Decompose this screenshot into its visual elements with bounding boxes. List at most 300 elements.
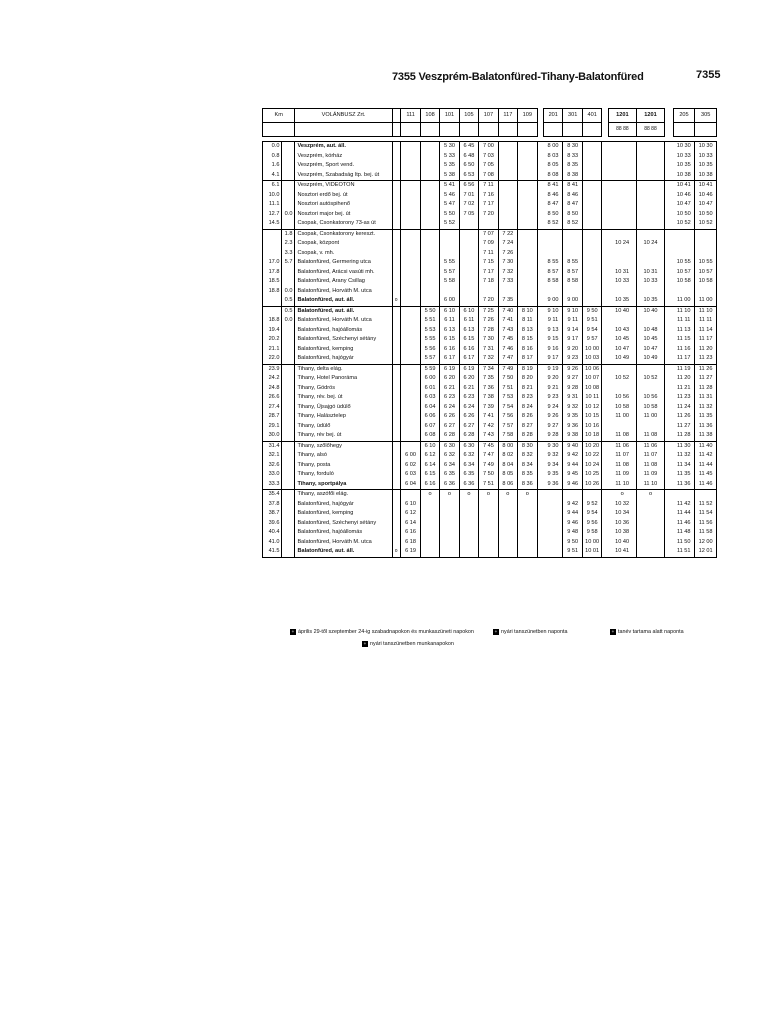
departure-time: 11 56 (695, 519, 717, 529)
departure-time: 8 58 (544, 277, 563, 287)
departure-time: 11 26 (673, 412, 695, 422)
departure-time (401, 431, 420, 441)
departure-time (518, 277, 537, 287)
km-value (263, 249, 282, 259)
table-row (263, 451, 717, 461)
departure-time (440, 287, 459, 297)
km-branch-value (282, 181, 295, 191)
departure-time: 10 47 (695, 200, 717, 210)
departure-time (518, 229, 537, 239)
km-value: 26.6 (263, 393, 282, 403)
departure-time: 7 41 (479, 412, 498, 422)
departure-time: 8 19 (518, 364, 537, 374)
departure-time (498, 528, 517, 538)
column-gap (665, 422, 674, 432)
table-row (263, 470, 717, 480)
km-value: 6.1 (263, 181, 282, 191)
departure-time (479, 538, 498, 548)
km-value: 28.7 (263, 412, 282, 422)
departure-time: 9 45 (563, 470, 582, 480)
column-gap (665, 547, 674, 557)
departure-time (608, 316, 636, 326)
km-value: 18.8 (263, 316, 282, 326)
table-row (263, 219, 717, 229)
departure-time (401, 229, 420, 239)
departure-time (695, 239, 717, 249)
departure-time: 8 52 (544, 219, 563, 229)
departure-time (582, 296, 601, 306)
km-value: 10.0 (263, 191, 282, 201)
note-marker-icon: + (291, 628, 295, 634)
departure-time: 9 00 (544, 296, 563, 306)
km-branch-value: 0.5 (282, 306, 295, 316)
departure-time: 11 09 (608, 470, 636, 480)
departure-time (582, 268, 601, 278)
table-row (263, 171, 717, 181)
arrival-marker: o (392, 296, 401, 306)
departure-time: 7 05 (459, 210, 478, 220)
departure-time (401, 277, 420, 287)
departure-time: 10 48 (636, 326, 664, 336)
arrival-marker (392, 171, 401, 181)
departure-time: 6 06 (420, 412, 439, 422)
departure-time: 11 10 (636, 480, 664, 490)
departure-time: 10 47 (608, 345, 636, 355)
table-row (263, 538, 717, 548)
departure-time: 7 35 (498, 296, 517, 306)
stop-name: Tihany, Újsajgó üdülő (295, 403, 392, 413)
stop-name: Veszprém, Szabadság ltp. bej. út (295, 171, 392, 181)
departure-time: 8 55 (544, 258, 563, 268)
table-row (263, 229, 717, 239)
km-value: 11.1 (263, 200, 282, 210)
departure-time: 11 28 (695, 384, 717, 394)
restriction-cell: 88 88 (636, 123, 664, 137)
departure-time: 11 40 (695, 441, 717, 451)
departure-time: 7 16 (479, 191, 498, 201)
column-gap (665, 109, 674, 123)
departure-time (420, 181, 439, 191)
arrival-marker (392, 374, 401, 384)
departure-time (582, 239, 601, 249)
departure-time: 6 15 (420, 470, 439, 480)
departure-time: 9 17 (563, 335, 582, 345)
table-row (263, 364, 717, 374)
departure-time: 11 11 (673, 316, 695, 326)
departure-time (636, 181, 664, 191)
km-branch-value (282, 171, 295, 181)
stop-name: Balatonfüred, aut. áll. (295, 296, 392, 306)
km-value: 17.0 (263, 258, 282, 268)
departure-time: 9 32 (563, 403, 582, 413)
departure-time (479, 287, 498, 297)
departure-time: 6 35 (440, 470, 459, 480)
train-number-header: 301 (563, 109, 582, 123)
arrival-marker (392, 268, 401, 278)
stop-name: Tihany, üdülő (295, 422, 392, 432)
km-value: 33.0 (263, 470, 282, 480)
departure-time: 11 28 (673, 431, 695, 441)
arrival-marker (392, 277, 401, 287)
departure-time: 9 35 (563, 412, 582, 422)
departure-time: 10 11 (582, 393, 601, 403)
departure-time (401, 441, 420, 451)
departure-time: 11 07 (636, 451, 664, 461)
departure-time: 10 33 (673, 152, 695, 162)
departure-time (498, 509, 517, 519)
departure-time: 11 26 (695, 364, 717, 374)
departure-time: 11 35 (695, 412, 717, 422)
arrival-marker (392, 287, 401, 297)
departure-time: 9 50 (563, 538, 582, 548)
restriction-cell: 88 88 (608, 123, 636, 137)
column-gap (665, 528, 674, 538)
departure-time: 10 57 (695, 268, 717, 278)
arrival-marker (392, 200, 401, 210)
column-gap (665, 200, 674, 210)
departure-time: 8 32 (518, 451, 537, 461)
km-value: 19.4 (263, 326, 282, 336)
departure-time: 7 18 (479, 277, 498, 287)
departure-time: 11 48 (673, 528, 695, 538)
departure-time (544, 229, 563, 239)
table-row (263, 268, 717, 278)
departure-time: 11 58 (695, 528, 717, 538)
table-row (263, 509, 717, 519)
footnote-3: + tanév tartama alatt naponta (611, 628, 684, 635)
departure-time: 7 53 (498, 393, 517, 403)
departure-time: 8 35 (518, 470, 537, 480)
departure-time: 11 15 (673, 335, 695, 345)
table-row (263, 181, 717, 191)
km-value: 41.0 (263, 538, 282, 548)
departure-time (401, 296, 420, 306)
departure-time: 10 41 (673, 181, 695, 191)
table-row (263, 306, 717, 316)
arrival-marker (392, 364, 401, 374)
departure-time: 10 03 (582, 354, 601, 364)
stop-name: Nosztori erdő bej. út (295, 191, 392, 201)
km-branch-value: 5.7 (282, 258, 295, 268)
departure-time: 10 49 (608, 354, 636, 364)
departure-time (608, 161, 636, 171)
column-gap (665, 412, 674, 422)
column-gap (665, 152, 674, 162)
departure-time: 10 00 (582, 538, 601, 548)
departure-time (401, 142, 420, 152)
restriction-cell (544, 123, 563, 137)
km-value: 1.6 (263, 161, 282, 171)
stop-name: Nosztori major bej. út (295, 210, 392, 220)
departure-time: 11 27 (695, 374, 717, 384)
train-number-header: 107 (479, 109, 498, 123)
restriction-cell (673, 123, 695, 137)
departure-time: 9 24 (544, 403, 563, 413)
stop-name: Balatonfüred, kemping (295, 345, 392, 355)
stop-name: Tihany, aszófői elág. (295, 490, 392, 500)
departure-time: 11 00 (608, 412, 636, 422)
column-gap (665, 335, 674, 345)
km-value: 32.6 (263, 461, 282, 471)
departure-time: 6 35 (459, 470, 478, 480)
table-row (263, 335, 717, 345)
footnote-1: + április 29-től szeptember 24-ig szabadnapokon és munkaszüneti napokon (291, 628, 474, 635)
arrival-marker (392, 500, 401, 510)
departure-time: 10 24 (608, 239, 636, 249)
stop-name: Tihany, Hotel Panoráma (295, 374, 392, 384)
arrival-marker (392, 316, 401, 326)
departure-time: 10 20 (582, 441, 601, 451)
departure-time: 5 55 (420, 335, 439, 345)
departure-time (518, 239, 537, 249)
departure-time: 8 27 (518, 422, 537, 432)
departure-time: 6 11 (459, 316, 478, 326)
table-row (263, 345, 717, 355)
departure-time: 6 12 (401, 509, 420, 519)
departure-time (420, 258, 439, 268)
departure-time: 8 05 (498, 470, 517, 480)
departure-time: 10 35 (608, 296, 636, 306)
departure-time: 8 35 (563, 161, 582, 171)
table-row (263, 431, 717, 441)
departure-time: 10 55 (673, 258, 695, 268)
departure-time: 7 43 (479, 431, 498, 441)
departure-time: 5 57 (440, 268, 459, 278)
departure-time (544, 538, 563, 548)
km-branch-value: 0.0 (282, 316, 295, 326)
column-gap (665, 316, 674, 326)
arrival-marker (392, 191, 401, 201)
arrival-marker (392, 519, 401, 529)
departure-time: 6 26 (440, 412, 459, 422)
departure-time: 10 47 (636, 345, 664, 355)
departure-time: 10 38 (695, 171, 717, 181)
restriction-row (263, 123, 717, 137)
departure-time: 7 17 (479, 268, 498, 278)
departure-time (636, 191, 664, 201)
departure-time (401, 345, 420, 355)
departure-time: 5 47 (440, 200, 459, 210)
column-gap (665, 509, 674, 519)
departure-time (420, 200, 439, 210)
arrival-marker (392, 152, 401, 162)
train-number-header: 117 (498, 109, 517, 123)
departure-time (673, 287, 695, 297)
departure-time (518, 500, 537, 510)
departure-time: 11 31 (695, 393, 717, 403)
departure-time (608, 364, 636, 374)
departure-time (420, 538, 439, 548)
departure-time: 11 44 (695, 461, 717, 471)
departure-time: 9 46 (563, 519, 582, 529)
table-row (263, 403, 717, 413)
departure-time: 8 55 (563, 258, 582, 268)
departure-time (459, 287, 478, 297)
departure-time: 11 32 (695, 403, 717, 413)
departure-time: 5 38 (440, 171, 459, 181)
departure-time (401, 210, 420, 220)
departure-time (582, 191, 601, 201)
column-gap (665, 538, 674, 548)
departure-time: 10 45 (608, 335, 636, 345)
km-branch-value: 0.0 (282, 287, 295, 297)
restriction-blank (392, 123, 401, 137)
departure-time: 10 50 (695, 210, 717, 220)
departure-time: 10 30 (695, 142, 717, 152)
table-row (263, 393, 717, 403)
table-row (263, 412, 717, 422)
departure-time: 6 10 (440, 306, 459, 316)
departure-time: 10 52 (636, 374, 664, 384)
km-value: 24.2 (263, 374, 282, 384)
departure-time: 10 33 (608, 277, 636, 287)
departure-time (636, 384, 664, 394)
departure-time: 10 30 (673, 142, 695, 152)
departure-time (544, 490, 563, 500)
departure-time (636, 219, 664, 229)
departure-time: 11 08 (608, 461, 636, 471)
departure-time (401, 354, 420, 364)
departure-time (544, 528, 563, 538)
departure-time: 12 00 (695, 538, 717, 548)
departure-time (420, 152, 439, 162)
departure-time: 6 13 (459, 326, 478, 336)
departure-time (401, 316, 420, 326)
departure-time: 11 52 (695, 500, 717, 510)
departure-time: 9 16 (544, 345, 563, 355)
departure-time: 9 54 (582, 326, 601, 336)
departure-time (582, 142, 601, 152)
timetable (262, 108, 717, 558)
departure-time: 9 57 (582, 335, 601, 345)
departure-time (498, 152, 517, 162)
km-branch-value (282, 461, 295, 471)
restriction-blank (295, 123, 392, 137)
table-row (263, 354, 717, 364)
km-value: 22.0 (263, 354, 282, 364)
column-gap (665, 384, 674, 394)
departure-time (459, 219, 478, 229)
train-number-header: 108 (420, 109, 439, 123)
departure-time: 11 45 (695, 470, 717, 480)
km-branch-value (282, 451, 295, 461)
departure-time (673, 229, 695, 239)
departure-time: 11 00 (673, 296, 695, 306)
departure-time: 7 49 (498, 364, 517, 374)
km-branch-value (282, 431, 295, 441)
departure-time: 8 20 (518, 374, 537, 384)
departure-time: 6 14 (401, 519, 420, 529)
stop-name: Tihany, posta (295, 461, 392, 471)
departure-time: 6 10 (459, 306, 478, 316)
header-row (263, 109, 717, 123)
departure-time (401, 268, 420, 278)
departure-time: 11 17 (695, 335, 717, 345)
departure-time (582, 200, 601, 210)
departure-time (459, 538, 478, 548)
departure-time (479, 547, 498, 557)
departure-time: 7 47 (498, 354, 517, 364)
departure-time (420, 229, 439, 239)
departure-time: 10 35 (636, 296, 664, 306)
arrival-marker (392, 258, 401, 268)
km-value: 18.5 (263, 277, 282, 287)
departure-time (582, 219, 601, 229)
departure-time (582, 287, 601, 297)
departure-time (420, 239, 439, 249)
departure-time: 11 46 (695, 480, 717, 490)
table-row (263, 258, 717, 268)
restriction-cell (401, 123, 420, 137)
departure-time: 8 34 (518, 461, 537, 471)
km-branch-value (282, 500, 295, 510)
departure-time: 8 17 (518, 354, 537, 364)
departure-time: 7 11 (479, 249, 498, 259)
departure-time (636, 229, 664, 239)
departure-time: 8 00 (544, 142, 563, 152)
departure-time (563, 287, 582, 297)
departure-time: 11 36 (673, 480, 695, 490)
departure-time (518, 200, 537, 210)
arrival-marker (392, 345, 401, 355)
departure-time: 9 42 (563, 500, 582, 510)
departure-time (479, 519, 498, 529)
departure-time: 9 11 (544, 316, 563, 326)
departure-time (440, 239, 459, 249)
table-row (263, 249, 717, 259)
departure-time: 8 06 (498, 480, 517, 490)
departure-time (518, 258, 537, 268)
km-branch-value (282, 219, 295, 229)
departure-time: 8 50 (544, 210, 563, 220)
departure-time: 10 45 (636, 335, 664, 345)
departure-time: 10 52 (695, 219, 717, 229)
km-branch-value: 1.8 (282, 229, 295, 239)
departure-time: 6 00 (440, 296, 459, 306)
departure-time (498, 287, 517, 297)
departure-time: 9 31 (563, 393, 582, 403)
departure-time (518, 528, 537, 538)
departure-time (518, 191, 537, 201)
departure-time (582, 161, 601, 171)
departure-time: 7 51 (479, 480, 498, 490)
departure-time: 7 11 (479, 181, 498, 191)
departure-time: 11 24 (673, 403, 695, 413)
departure-time: 6 23 (440, 393, 459, 403)
departure-time: 7 39 (479, 403, 498, 413)
departure-time (636, 161, 664, 171)
stop-name: Tihany, rév. bej. út (295, 393, 392, 403)
departure-time: 9 38 (563, 431, 582, 441)
table-row (263, 142, 717, 152)
departure-time: 7 50 (498, 374, 517, 384)
departure-time: o (636, 490, 664, 500)
column-gap (665, 191, 674, 201)
departure-time (401, 258, 420, 268)
departure-time: 8 13 (518, 326, 537, 336)
departure-time: 8 38 (563, 171, 582, 181)
departure-time (518, 296, 537, 306)
departure-time: 11 30 (673, 441, 695, 451)
train-number-header: 305 (695, 109, 717, 123)
departure-time: 10 38 (608, 528, 636, 538)
departure-time (401, 219, 420, 229)
departure-time: 7 43 (498, 326, 517, 336)
departure-time (459, 528, 478, 538)
arrival-marker (392, 509, 401, 519)
departure-time: 11 06 (608, 441, 636, 451)
departure-time (582, 181, 601, 191)
